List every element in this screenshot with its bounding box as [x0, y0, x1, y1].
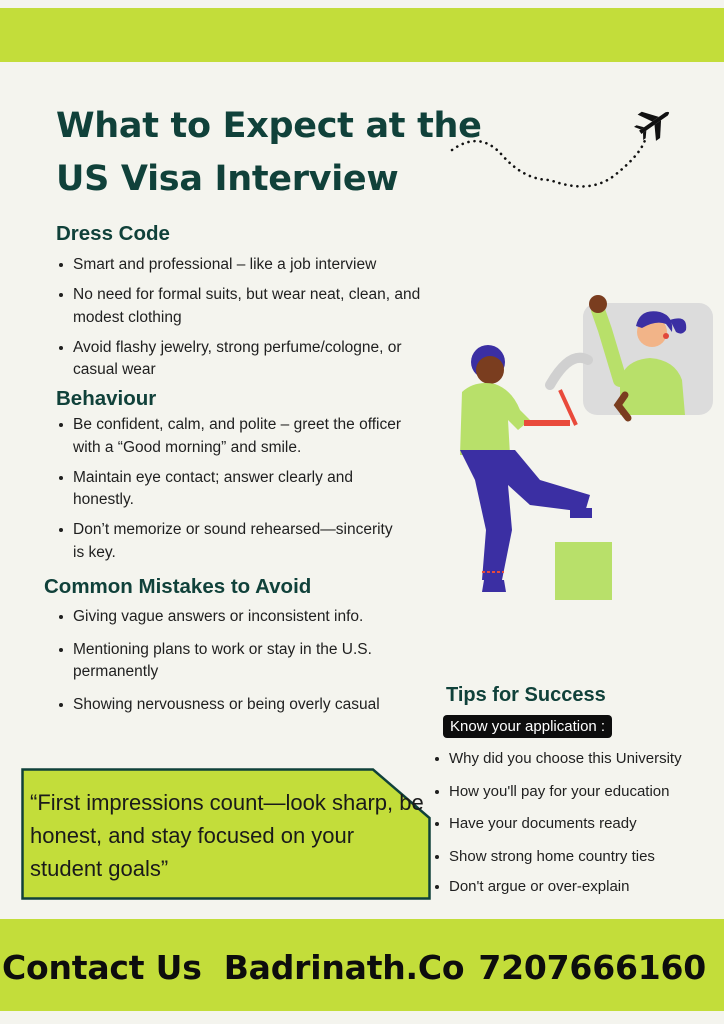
- title-line-1: What to Expect at the: [56, 106, 482, 146]
- dress-code-list: [58, 254, 438, 389]
- phone-number[interactable]: 7207666160: [478, 948, 707, 987]
- title-line-2: US Visa Interview: [56, 159, 399, 199]
- tips-list: [434, 748, 724, 906]
- airplane-shape: [629, 100, 678, 147]
- list-item: Why did you choose this University: [434, 748, 724, 771]
- contact-line: [2, 945, 706, 991]
- video-call-illustration: [420, 280, 720, 610]
- top-banner: [0, 8, 724, 62]
- company-name[interactable]: Badrinath.Co: [223, 948, 465, 987]
- tips-heading: Tips for Success: [446, 684, 606, 706]
- list-item: Don’t memorize or sound rehearsed—sincerity is key.: [58, 519, 408, 564]
- dress-code-heading: Dress Code: [56, 222, 170, 245]
- man-face: [476, 356, 504, 384]
- list-item: Have your documents ready: [434, 813, 724, 836]
- contact-label: Contact Us: [2, 948, 202, 987]
- man-shirt: [460, 383, 530, 455]
- list-item: Showing nervousness or being overly casual: [58, 694, 418, 717]
- laptop: [524, 420, 570, 426]
- list-item: Smart and professional – like a job interview: [58, 254, 438, 277]
- page-title: [56, 100, 482, 206]
- list-item: Don't argue or over-explain: [434, 876, 724, 899]
- woman-hand: [589, 295, 607, 313]
- list-item: Be confident, calm, and polite – greet the officer with a “Good morning” and smile.: [58, 414, 408, 459]
- list-item: Giving vague answers or inconsistent info.: [58, 606, 418, 629]
- quote-text: “First impressions count—look sharp, be honest, and stay focused on your student goals”: [30, 790, 424, 881]
- dotted-flight-path: [452, 140, 645, 186]
- list-item: Mentioning plans to work or stay in the U.S. permanently: [58, 639, 418, 684]
- list-item: Avoid flashy jewelry, strong perfume/cologne, or casual wear: [58, 337, 438, 382]
- list-item: Show strong home country ties: [434, 846, 724, 869]
- know-your-application-badge: Know your application :: [443, 715, 612, 738]
- behaviour-heading: Behaviour: [56, 387, 157, 410]
- list-item: Maintain eye contact; answer clearly and honestly.: [58, 467, 408, 512]
- airplane-icon: [440, 100, 680, 200]
- mistakes-list: [58, 606, 418, 726]
- list-item: No need for formal suits, but wear neat, clean, and modest clothing: [58, 284, 438, 329]
- box: [555, 542, 612, 600]
- mistakes-heading: Common Mistakes to Avoid: [44, 575, 312, 598]
- behaviour-list: [58, 414, 408, 572]
- list-item: How you'll pay for your education: [434, 781, 724, 804]
